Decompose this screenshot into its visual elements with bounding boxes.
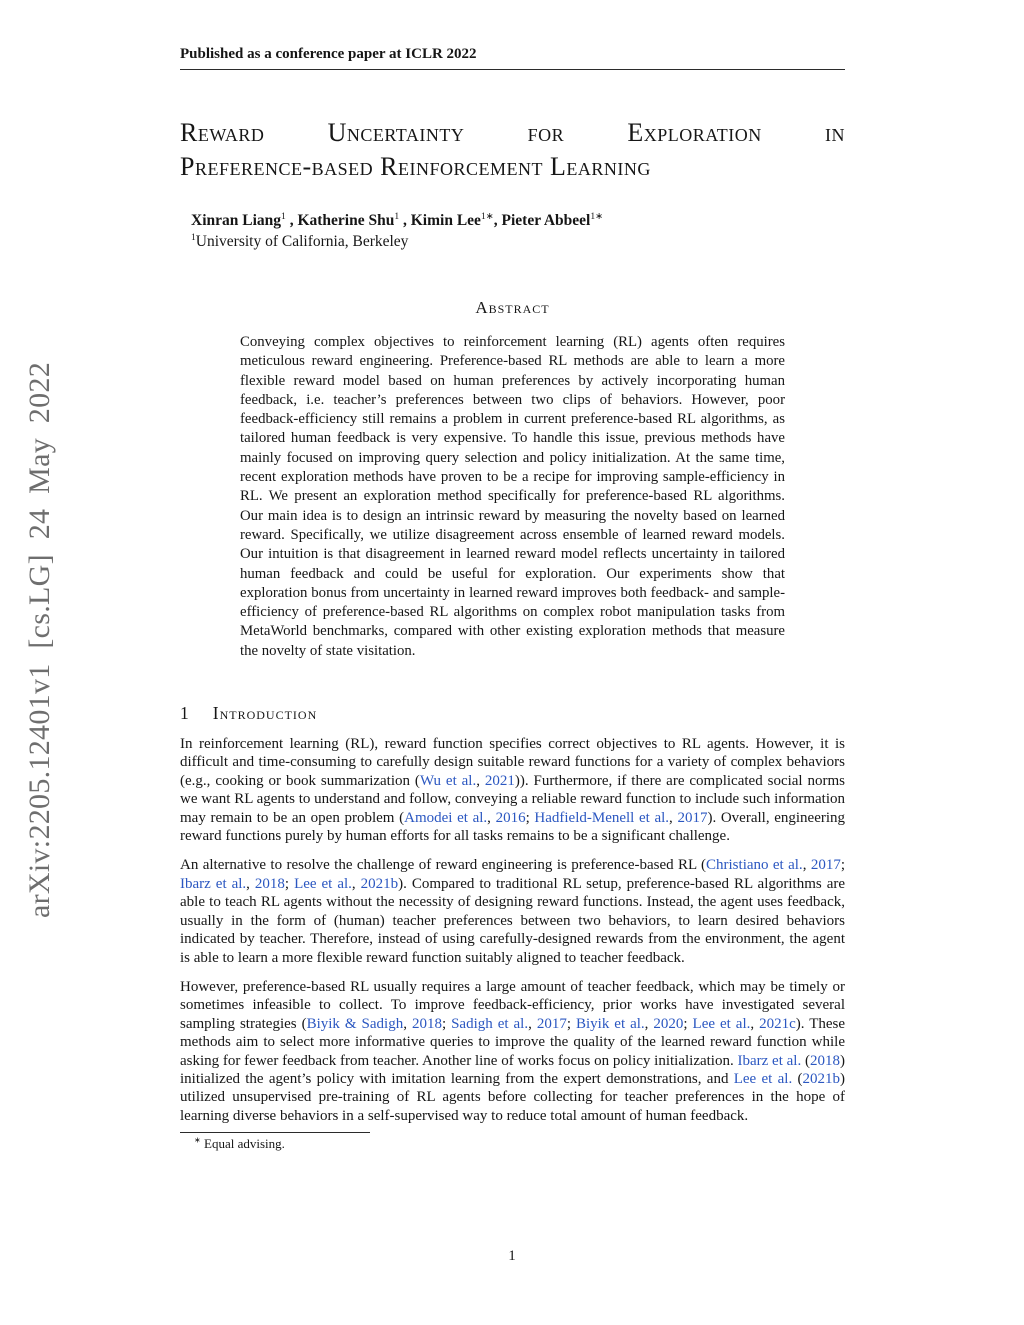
- citation-link[interactable]: Sadigh et al.: [451, 1015, 529, 1032]
- paper-title-line1: [180, 116, 845, 150]
- citation-link[interactable]: Lee et al.: [692, 1015, 751, 1032]
- intro-paragraph-2: An alternative to resolve the challenge of reward engineering is preference-based RL (Christiano et al., 2017; Ibarz et al., 2018; Lee et al., 2021b). Compared to traditional RL setup, preference-based RL algorithms are able to teach RL agents without the necessity of designing reward functions. Instead, the agent uses feedback, usually in the form of (human) teacher preferences between two behaviors, to learn desired behaviors indicated by teacher. Therefore, instead of using carefully-designed rewards from the environment, the agent is able to learn a more flexible reward function suitably aligned to teacher feedback.: [180, 857, 846, 966]
- superscript-marker: 1: [191, 231, 196, 243]
- citation-link[interactable]: 2021b: [360, 875, 399, 892]
- arxiv-watermark-text: arXiv:2205.12401v1 [cs.LG] 24 May 2022: [23, 362, 56, 918]
- title-word: Exploration: [627, 118, 762, 147]
- citation-link[interactable]: Biyik & Sadigh: [306, 1015, 404, 1032]
- citation-link[interactable]: 2021c: [759, 1015, 796, 1032]
- citation-link[interactable]: Lee et al.: [733, 1070, 793, 1087]
- abstract-heading: Abstract: [475, 298, 550, 317]
- citation-link[interactable]: 2018: [254, 875, 285, 892]
- authors-block: [180, 210, 845, 252]
- intro-paragraph-1: In reinforcement learning (RL), reward function specifies correct objectives to RL agents. However, it is difficult and time-consuming to carefully design suitable reward functions for a variety of complex behaviors (e.g., cooking or book summarization (Wu et al., 2021)). Furthermore, if there are complicated social norms we want RL agents to understand and follow, conveying a reliable reward function to include such information may remain to be an open problem (Amodei et al., 2016; Hadfield-Menell et al., 2017). Overall, engineering reward functions purely by human efforts for all tasks remains to be a significant challenge.: [180, 736, 846, 845]
- arxiv-watermark: [6, 330, 74, 950]
- author-affiliation: $^1$University of California, Berkeley: [191, 231, 409, 250]
- paper-title: [180, 116, 845, 184]
- footnote-block: [180, 1132, 845, 1152]
- citation-link[interactable]: 2021b: [802, 1070, 840, 1087]
- citation-link[interactable]: Hadfield-Menell et al.: [534, 809, 670, 826]
- citation-link[interactable]: 2018: [411, 1015, 442, 1032]
- title-word: Reward: [180, 118, 265, 147]
- citation-link[interactable]: 2017: [810, 857, 841, 874]
- citation-link[interactable]: 2021: [484, 772, 515, 789]
- footnote-text: ∗ Equal advising.: [194, 1135, 285, 1152]
- paper-content-column: [180, 0, 845, 1152]
- citation-link[interactable]: 2018: [809, 1052, 840, 1069]
- superscript-marker: 1∗: [590, 210, 604, 222]
- citation-link[interactable]: Amodei et al.: [404, 809, 488, 826]
- superscript-marker: 1: [394, 210, 400, 222]
- citation-link[interactable]: 2017: [536, 1015, 567, 1032]
- title-word: for: [527, 118, 565, 147]
- superscript-marker: ∗: [194, 1135, 201, 1145]
- footnote-rule: [180, 1132, 370, 1133]
- citation-link[interactable]: Wu et al.: [419, 772, 477, 789]
- title-word: Uncertainty: [327, 118, 465, 147]
- section-number: 1: [180, 703, 189, 724]
- superscript-marker: 1∗: [480, 210, 494, 222]
- section-heading-introduction: [180, 703, 845, 724]
- citation-link[interactable]: 2016: [495, 809, 526, 826]
- citation-link[interactable]: Ibarz et al.: [180, 875, 247, 892]
- section-title: Introduction: [212, 703, 318, 724]
- intro-paragraph-3: However, preference-based RL usually requires a large amount of teacher feedback, which may be timely or sometimes infeasible to collect. To improve feedback-efficiency, prior works have investigated several sampling strategies (Biyik & Sadigh, 2018; Sadigh et al., 2017; Biyik et al., 2020; Lee et al., 2021c). These methods aim to select more informative queries to improve the quality of the learned reward function while asking for fewer feedback from teacher. Another line of works focus on policy initialization. Ibarz et al. (2018) initialized the agent’s policy with imitation learning from the expert demonstrations, and Lee et al. (2021b) utilized unsupervised pre-training of RL agents before collecting for teacher preferences in the hope of learning diverse behaviors in a self-supervised way to reduce total amount of human feedback.: [180, 978, 846, 1124]
- citation-link[interactable]: Lee et al.: [294, 875, 352, 892]
- superscript-marker: 1: [281, 210, 286, 222]
- page-number: 1: [508, 1248, 516, 1264]
- title-word: in: [825, 118, 845, 147]
- citation-link[interactable]: 2017: [677, 809, 708, 826]
- citation-link[interactable]: Ibarz et al.: [737, 1052, 802, 1069]
- citation-link[interactable]: Christiano et al.: [706, 857, 803, 874]
- abstract-text: Conveying complex objectives to reinforcement learning (RL) agents often requires meticulous reward engineering. Preference-based RL methods are able to learn a more flexible reward model based on human preferences by actively incorporating human feedback, i.e. teacher’s preferences between two clips of behaviors. However, poor feedback-efficiency still remains a problem in current preference-based RL algorithms, as tailored human feedback is very expensive. To handle this issue, previous methods have mainly focused on improving query selection and policy initialization. At the same time, recent exploration methods have proven to be a recipe for improving sample-efficiency in RL. We present an exploration method specifically for preference-based RL algorithms. Our main idea is to design an intrinsic reward by measuring the novelty based on learned reward. Specifically, we utilize disagreement across ensemble of learned reward models. Our intuition is that disagreement in learned reward model reflects uncertainty in tailored human feedback and could be useful for exploration. Our experiments show that exploration bonus from uncertainty in learned reward improves both feedback- and sample-efficiency of preference-based RL algorithms on complex robot manipulation tasks from MetaWorld benchmarks, compared with other existing exploration methods that measure the novelty of state visitation.: [240, 334, 785, 659]
- author-names: Xinran Liang$^1$ , Katherine Shu$^1$ , Kimin Lee$^{1∗}$, Pieter Abbeel$^{1∗}$: [191, 210, 604, 229]
- paper-title-line2: Preference-based Reinforcement Learning: [180, 152, 651, 181]
- citation-link[interactable]: 2020: [653, 1015, 684, 1032]
- citation-link[interactable]: Biyik et al.: [575, 1015, 645, 1032]
- running-header: Published as a conference paper at ICLR 2022: [180, 46, 845, 70]
